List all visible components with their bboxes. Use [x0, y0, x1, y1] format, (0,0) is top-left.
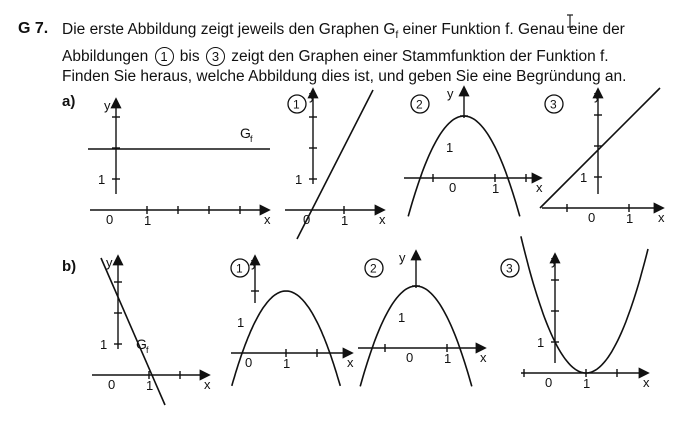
y-axis-label: y — [551, 253, 558, 268]
x-one-label: 1 — [492, 181, 500, 196]
subscript: f — [395, 30, 399, 42]
y-axis-label: y — [104, 98, 111, 113]
origin-label: 0 — [406, 350, 414, 365]
y-axis-label: y — [399, 250, 406, 265]
option-number: 3 — [506, 261, 513, 276]
text: zeigt den Graphen einer Stammfunktion der Funktion f. — [226, 47, 609, 65]
x-one-label: 1 — [626, 211, 634, 226]
y-one-label: 1 — [580, 170, 588, 185]
graph-a2 — [408, 116, 520, 216]
text-cursor-icon — [566, 14, 574, 28]
y-one-label: 1 — [100, 337, 108, 352]
graph-b2 — [360, 286, 472, 386]
gf-sub: f — [146, 345, 149, 355]
x-axis-label: x — [347, 355, 354, 370]
origin-label: 0 — [303, 212, 311, 227]
x-one-label: 1 — [583, 376, 591, 391]
y-one-label: 1 — [446, 140, 454, 155]
y-one-label: 1 — [398, 310, 406, 325]
task-number: G 7. — [18, 20, 49, 37]
y-one-label: 1 — [98, 172, 106, 187]
graph-b1 — [232, 291, 340, 386]
y-one-label: 1 — [295, 172, 303, 187]
text: einer Funktion f. Genau eine der — [398, 21, 625, 38]
task-line-3: Finden Sie heraus, welche Abbildung dies ist, und geben Sie eine Begründung an. — [62, 68, 627, 86]
origin-label: 0 — [588, 210, 596, 225]
x-one-label: 1 — [144, 213, 152, 228]
gf-label: G — [136, 336, 147, 352]
x-axis-label: x — [204, 377, 211, 392]
circled-number: 1 — [155, 47, 174, 66]
x-one-label: 1 — [444, 351, 452, 366]
x-axis-label: x — [264, 212, 271, 227]
x-one-label: 1 — [146, 378, 154, 393]
y-one-label: 1 — [237, 315, 245, 330]
x-axis-label: x — [480, 350, 487, 365]
option-number: 1 — [293, 97, 300, 112]
option-number: 2 — [370, 261, 377, 276]
x-axis-label: x — [658, 210, 665, 225]
origin-label: 0 — [545, 375, 553, 390]
text: Abbildungen — [62, 47, 153, 65]
y-one-label: 1 — [537, 335, 545, 350]
option-number: 2 — [416, 97, 423, 112]
text: Die erste Abbildung zeigt jeweils den Graphen G — [62, 21, 396, 38]
y-axis-label: y — [309, 88, 316, 103]
x-axis-label: x — [643, 375, 650, 390]
origin-label: 0 — [245, 355, 253, 370]
y-axis-label: y — [106, 255, 113, 270]
x-one-label: 1 — [283, 356, 291, 371]
circled-number: 3 — [206, 47, 225, 66]
y-axis-label: y — [594, 88, 601, 103]
y-axis-label: y — [447, 86, 454, 101]
option-number: 1 — [236, 261, 243, 276]
gf-label: G — [240, 125, 251, 141]
y-axis-label: y — [251, 255, 258, 270]
part-label-a: a) — [62, 93, 76, 110]
x-axis-label: x — [379, 212, 386, 227]
origin-label: 0 — [449, 180, 457, 195]
option-number: 3 — [550, 97, 557, 112]
graph-b3 — [521, 236, 648, 373]
x-one-label: 1 — [341, 213, 349, 228]
graph-a3 — [540, 88, 660, 208]
x-axis-label: x — [536, 180, 543, 195]
origin-label: 0 — [106, 212, 114, 227]
text: bis — [175, 47, 204, 65]
origin-label: 0 — [108, 377, 116, 392]
part-label-b: b) — [62, 258, 77, 275]
gf-sub: f — [250, 134, 253, 144]
